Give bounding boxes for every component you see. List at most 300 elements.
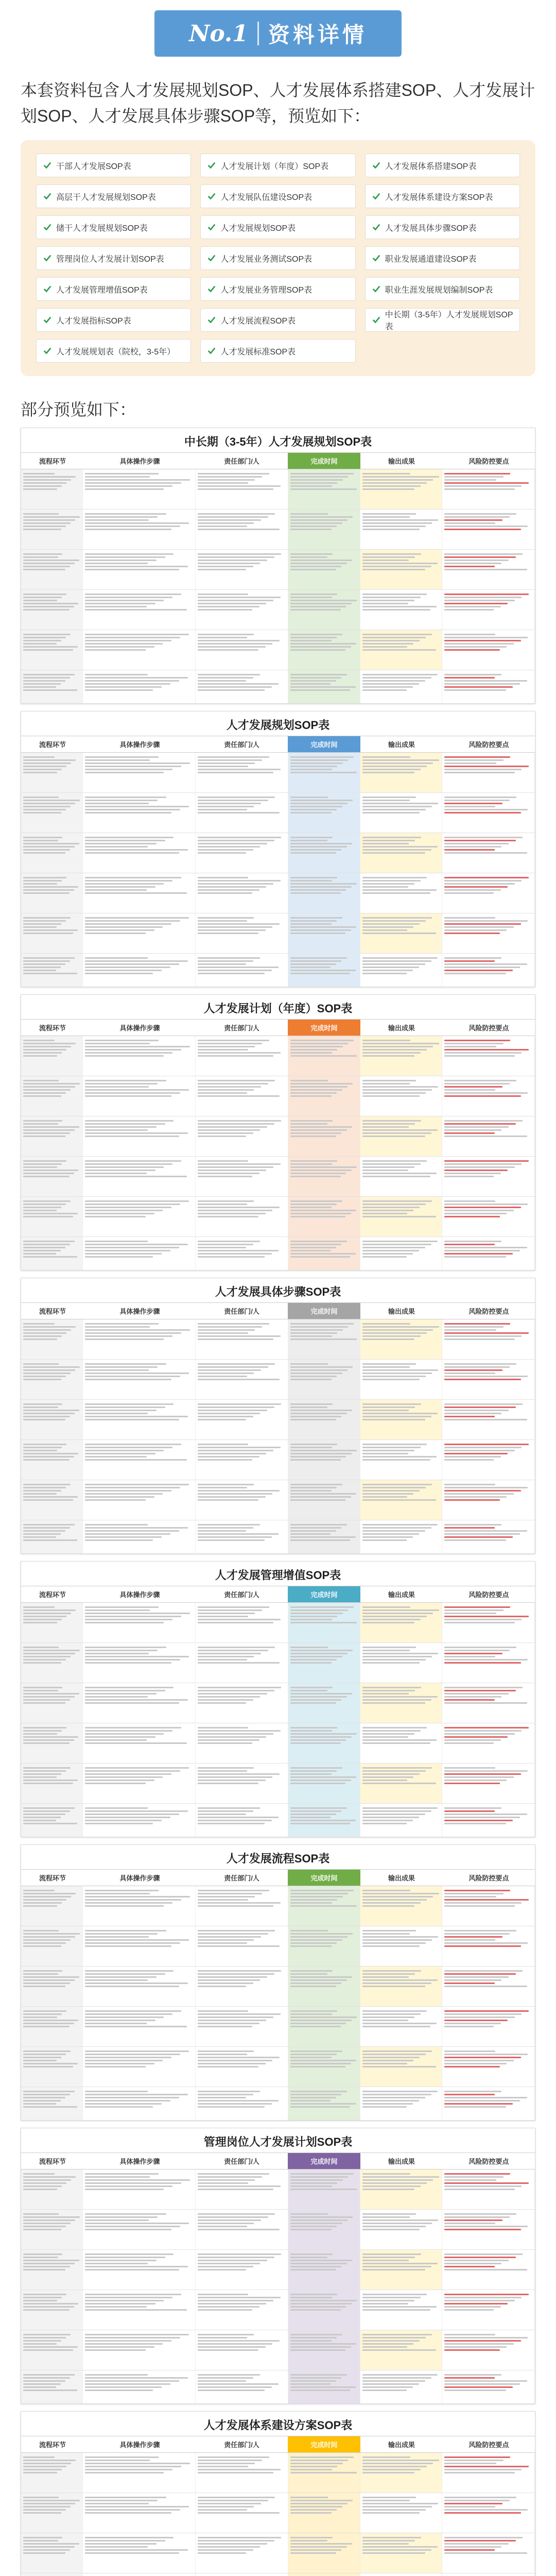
text-placeholder — [23, 553, 62, 555]
text-placeholder — [198, 933, 258, 934]
text-placeholder — [290, 1120, 333, 1122]
text-placeholder — [444, 2100, 520, 2102]
text-placeholder — [198, 1456, 259, 1458]
text-placeholder — [85, 516, 158, 518]
text-placeholder — [362, 597, 421, 598]
table-cell — [442, 1157, 535, 1196]
text-placeholder — [198, 806, 254, 807]
text-placeholder — [23, 2013, 62, 2015]
text-placeholder — [290, 513, 328, 515]
check-icon — [372, 253, 381, 263]
text-placeholder — [198, 1447, 280, 1448]
text-placeholder — [290, 1216, 345, 1217]
text-placeholder — [362, 2016, 414, 2018]
text-placeholder — [362, 1905, 414, 1907]
text-placeholder — [198, 1080, 275, 1081]
text-placeholder — [444, 1136, 527, 1137]
text-placeholder — [444, 2016, 515, 2018]
table-cell — [21, 2250, 83, 2290]
text-placeholder — [362, 1696, 438, 1698]
text-placeholder — [362, 1496, 407, 1498]
preview-table — [21, 1844, 535, 2121]
text-placeholder — [290, 960, 341, 962]
text-placeholder — [290, 2269, 336, 2270]
text-placeholder — [23, 2549, 70, 2551]
text-placeholder — [85, 563, 148, 564]
table-cell — [196, 1967, 288, 2006]
text-placeholder — [198, 1890, 269, 1891]
table-cell — [442, 2370, 535, 2404]
text-placeholder — [290, 1406, 327, 1408]
text-placeholder — [444, 553, 523, 555]
text-placeholder — [23, 849, 70, 851]
table-cell — [196, 2047, 288, 2087]
text-placeholder — [85, 1055, 164, 1057]
text-placeholder — [23, 1939, 71, 1941]
table-cell — [196, 2493, 288, 2533]
text-placeholder — [444, 2472, 515, 2473]
text-placeholder — [23, 529, 61, 530]
text-placeholder — [198, 1410, 267, 1411]
text-placeholder — [290, 649, 345, 651]
text-placeholder — [23, 526, 66, 527]
text-placeholder — [23, 1089, 71, 1091]
text-placeholder — [85, 1200, 189, 1202]
text-placeholder — [290, 796, 328, 798]
text-placeholder — [23, 2176, 76, 2178]
check-icon — [207, 192, 216, 201]
preview-table — [21, 994, 535, 1270]
text-placeholder — [290, 2266, 341, 2267]
text-placeholder — [23, 1945, 61, 1947]
text-placeholder — [362, 1807, 438, 1809]
text-placeholder — [362, 1899, 427, 1901]
text-placeholder — [444, 2057, 520, 2058]
text-placeholder — [23, 1043, 76, 1044]
text-placeholder — [290, 967, 331, 968]
text-placeholder — [444, 2463, 496, 2464]
text-placeholder — [290, 2063, 351, 2064]
table-cell — [83, 1764, 196, 1803]
text-placeholder — [290, 2091, 347, 2092]
table-cell — [442, 550, 535, 589]
text-placeholder — [198, 1332, 248, 1334]
text-placeholder — [23, 957, 75, 959]
text-placeholder — [198, 643, 272, 645]
text-placeholder — [444, 2023, 500, 2024]
text-placeholder — [290, 553, 333, 555]
text-placeholder — [85, 1905, 164, 1907]
text-placeholder — [85, 2023, 147, 2024]
text-placeholder — [444, 2552, 527, 2554]
text-placeholder — [444, 2497, 516, 2498]
text-placeholder — [198, 680, 246, 682]
text-placeholder — [198, 1326, 262, 1328]
text-placeholder — [362, 1126, 409, 1128]
text-placeholder — [198, 2185, 280, 2187]
text-placeholder — [362, 2260, 409, 2261]
text-placeholder — [23, 880, 62, 882]
column-header: 输出成果 — [388, 2441, 415, 2449]
text-placeholder — [23, 917, 71, 919]
text-placeholder — [23, 2054, 66, 2055]
text-placeholder — [198, 889, 259, 891]
text-placeholder — [362, 1693, 409, 1694]
text-placeholder — [444, 2297, 522, 2298]
text-placeholder — [85, 2026, 187, 2027]
text-placeholder — [23, 2300, 57, 2301]
text-placeholder — [444, 1363, 516, 1365]
text-placeholder — [23, 603, 78, 604]
text-placeholder — [23, 479, 71, 481]
text-placeholder — [23, 766, 66, 767]
text-placeholder — [198, 1043, 262, 1044]
column-header: 风险防控要点 — [468, 1024, 509, 1032]
column-header: 完成时间 — [288, 1020, 360, 1036]
text-placeholder — [362, 609, 431, 611]
text-placeholder — [85, 1530, 179, 1532]
text-placeholder — [290, 556, 327, 558]
text-placeholder — [85, 1323, 159, 1325]
text-placeholder — [23, 1659, 66, 1660]
text-placeholder — [85, 1332, 181, 1334]
table-cell — [21, 2330, 83, 2370]
text-placeholder — [198, 929, 265, 931]
text-placeholder — [290, 2189, 357, 2190]
text-placeholder — [23, 1650, 80, 1651]
text-placeholder — [444, 1902, 522, 1904]
table-cell — [288, 1926, 360, 1966]
text-placeholder — [444, 1823, 506, 1824]
table-cell — [360, 2493, 443, 2533]
column-header: 责任部门/人 — [224, 741, 259, 749]
text-placeholder — [198, 1419, 246, 1420]
table-cell — [21, 469, 83, 509]
table-cell — [21, 833, 83, 873]
text-placeholder — [362, 640, 420, 641]
table-cell — [442, 1076, 535, 1116]
text-placeholder — [198, 1123, 274, 1125]
text-placeholder — [362, 1733, 414, 1735]
table-cell — [83, 873, 196, 913]
text-placeholder — [362, 1335, 421, 1337]
table-cell — [288, 1764, 360, 1803]
text-placeholder — [362, 553, 422, 555]
text-placeholder — [444, 1326, 503, 1328]
text-placeholder — [198, 640, 280, 641]
check-icon — [372, 315, 381, 325]
text-placeholder — [23, 1702, 65, 1704]
text-placeholder — [23, 1095, 61, 1097]
text-placeholder — [290, 1040, 354, 1041]
text-placeholder — [290, 1699, 341, 1701]
table-row — [21, 550, 535, 590]
text-placeholder — [85, 973, 153, 974]
table-row — [21, 873, 535, 913]
text-placeholder — [444, 600, 515, 601]
text-placeholder — [198, 800, 268, 801]
text-placeholder — [23, 2229, 61, 2230]
table-cell — [360, 1804, 443, 1837]
text-placeholder — [362, 1890, 410, 1891]
table-cell — [196, 1400, 288, 1439]
text-placeholder — [85, 2179, 190, 2181]
text-placeholder — [23, 1976, 79, 1978]
text-placeholder — [198, 674, 260, 675]
text-placeholder — [362, 877, 427, 878]
text-placeholder — [198, 1702, 246, 1704]
text-placeholder — [290, 1376, 337, 1377]
text-placeholder — [23, 2497, 59, 2498]
text-placeholder — [23, 1930, 59, 1931]
text-placeholder — [290, 1369, 348, 1371]
text-placeholder — [362, 1244, 431, 1245]
text-placeholder — [444, 1447, 522, 1448]
text-placeholder — [23, 1204, 66, 1205]
text-placeholder — [198, 488, 273, 490]
text-placeholder — [362, 1776, 413, 1778]
text-placeholder — [290, 1905, 357, 1907]
text-placeholder — [85, 1814, 179, 1815]
text-placeholder — [23, 1040, 55, 1041]
table-cell — [83, 630, 196, 670]
text-placeholder — [362, 643, 413, 645]
text-placeholder — [85, 963, 179, 965]
text-placeholder — [290, 837, 333, 838]
text-placeholder — [290, 1893, 348, 1894]
text-placeholder — [290, 1080, 328, 1081]
table-cell — [442, 1926, 535, 1966]
text-placeholder — [23, 2213, 59, 2215]
text-placeholder — [362, 809, 426, 810]
table-row — [21, 469, 535, 510]
text-placeholder — [444, 1533, 520, 1535]
text-placeholder — [85, 2309, 187, 2311]
text-placeholder — [85, 1376, 180, 1377]
text-placeholder — [444, 1335, 522, 1337]
text-placeholder — [444, 1338, 515, 1340]
text-placeholder — [444, 2537, 523, 2538]
text-placeholder — [198, 892, 252, 894]
text-placeholder — [290, 2383, 331, 2385]
text-placeholder — [444, 1207, 520, 1208]
text-placeholder — [198, 1329, 255, 1331]
text-placeholder — [23, 1176, 70, 1177]
text-placeholder — [23, 1905, 57, 1907]
text-placeholder — [85, 1484, 189, 1485]
table-cell — [360, 1643, 443, 1683]
text-placeholder — [198, 2386, 271, 2388]
text-placeholder — [198, 1256, 265, 1258]
text-placeholder — [198, 809, 247, 810]
text-placeholder — [362, 1933, 410, 1935]
text-placeholder — [362, 849, 431, 851]
text-placeholder — [444, 683, 520, 685]
text-placeholder — [362, 2506, 432, 2507]
text-placeholder — [198, 637, 247, 638]
text-placeholder — [362, 2266, 431, 2267]
text-placeholder — [362, 1216, 436, 1217]
text-placeholder — [198, 569, 246, 570]
text-placeholder — [290, 643, 356, 645]
text-placeholder — [362, 677, 431, 679]
text-placeholder — [290, 674, 347, 675]
text-placeholder — [198, 1089, 254, 1091]
text-placeholder — [290, 1533, 331, 1535]
table-cell — [21, 2573, 83, 2576]
preview-title: 人才发展管理增值SOP表 — [215, 1569, 341, 1582]
text-placeholder — [85, 2176, 150, 2178]
column-header: 输出成果 — [388, 2158, 415, 2165]
text-placeholder — [23, 556, 58, 558]
table-cell — [21, 2370, 83, 2404]
text-placeholder — [444, 1403, 523, 1405]
text-placeholder — [362, 2057, 420, 2058]
table-cell — [21, 1926, 83, 1966]
column-header: 责任部门/人 — [224, 2158, 259, 2165]
text-placeholder — [198, 2303, 266, 2304]
text-placeholder — [85, 1163, 173, 1165]
text-placeholder — [444, 843, 509, 844]
text-placeholder — [290, 1767, 342, 1769]
text-placeholder — [362, 1049, 427, 1050]
table-cell — [442, 1036, 535, 1076]
text-placeholder — [85, 522, 189, 524]
text-placeholder — [85, 2213, 166, 2215]
text-placeholder — [23, 2537, 62, 2538]
text-placeholder — [444, 1166, 515, 1168]
table-cell — [21, 1197, 83, 1236]
text-placeholder — [362, 772, 414, 773]
text-placeholder — [23, 2097, 65, 2098]
text-placeholder — [444, 560, 509, 561]
text-placeholder — [23, 1773, 61, 1775]
text-placeholder — [362, 1936, 439, 1938]
text-placeholder — [85, 2549, 188, 2551]
text-placeholder — [290, 957, 347, 959]
text-placeholder — [444, 1979, 501, 1981]
text-placeholder — [198, 766, 248, 767]
text-placeholder — [362, 762, 433, 764]
text-placeholder — [362, 2189, 414, 2190]
text-placeholder — [290, 1619, 332, 1620]
table-cell — [83, 954, 196, 987]
table-cell — [83, 1360, 196, 1399]
text-placeholder — [290, 2303, 352, 2304]
text-placeholder — [85, 1770, 180, 1772]
text-placeholder — [444, 2374, 501, 2376]
text-placeholder — [290, 2216, 353, 2218]
text-placeholder — [85, 2010, 181, 2012]
text-placeholder — [290, 1126, 352, 1128]
text-placeholder — [290, 806, 342, 807]
text-placeholder — [85, 1533, 170, 1535]
table-cell — [196, 833, 288, 873]
text-placeholder — [290, 1656, 342, 1657]
text-placeholder — [290, 970, 356, 971]
table-cell — [288, 2453, 360, 2493]
table-cell — [83, 2290, 196, 2330]
table-row — [21, 1360, 535, 1400]
text-placeholder — [362, 1204, 426, 1205]
text-placeholder — [198, 1767, 254, 1769]
table-cell — [288, 1804, 360, 1837]
text-placeholder — [85, 1773, 171, 1775]
table-cell — [288, 1157, 360, 1196]
text-placeholder — [444, 485, 522, 487]
table-row — [21, 2047, 535, 2087]
text-placeholder — [444, 1936, 502, 1938]
text-placeholder — [23, 2460, 76, 2461]
text-placeholder — [290, 2472, 357, 2473]
text-placeholder — [290, 2185, 332, 2187]
text-placeholder — [444, 2466, 529, 2467]
text-placeholder — [85, 2253, 174, 2255]
text-placeholder — [198, 877, 248, 878]
text-placeholder — [444, 2503, 502, 2504]
text-placeholder — [23, 1210, 57, 1211]
table-cell — [288, 2007, 360, 2046]
text-placeholder — [362, 1173, 437, 1174]
table-cell — [196, 1480, 288, 1520]
text-placeholder — [198, 2306, 259, 2308]
table-cell — [288, 1237, 360, 1270]
text-placeholder — [290, 883, 357, 885]
text-placeholder — [85, 923, 171, 925]
text-placeholder — [362, 1456, 437, 1458]
text-placeholder — [444, 923, 520, 925]
text-placeholder — [23, 809, 66, 810]
text-placeholder — [85, 1807, 148, 1809]
text-placeholder — [362, 2340, 420, 2342]
text-placeholder — [290, 526, 337, 527]
text-placeholder — [444, 1770, 528, 1772]
text-placeholder — [362, 1687, 422, 1688]
column-header: 风险防控要点 — [468, 2441, 509, 2449]
table-cell — [21, 630, 83, 670]
text-placeholder — [362, 1736, 408, 1738]
text-placeholder — [198, 2257, 274, 2258]
table-cell — [196, 2370, 288, 2404]
table-cell — [83, 469, 196, 509]
text-placeholder — [362, 526, 426, 527]
text-placeholder — [23, 1250, 61, 1251]
text-placeholder — [198, 1487, 247, 1488]
text-placeholder — [362, 2300, 414, 2301]
text-placeholder — [362, 1163, 421, 1165]
text-placeholder — [362, 2497, 416, 2498]
text-placeholder — [198, 1166, 273, 1168]
table-cell — [21, 913, 83, 953]
text-placeholder — [444, 1970, 523, 1972]
text-placeholder — [444, 920, 528, 922]
text-placeholder — [23, 1329, 71, 1331]
text-placeholder — [23, 1241, 75, 1242]
text-placeholder — [198, 1092, 247, 1094]
table-cell — [442, 1683, 535, 1723]
text-placeholder — [444, 2380, 527, 2382]
text-placeholder — [23, 759, 76, 761]
text-placeholder — [85, 1742, 187, 1744]
column-header: 流程环节 — [39, 741, 66, 749]
text-placeholder — [23, 1736, 78, 1738]
text-placeholder — [444, 1210, 514, 1211]
text-placeholder — [198, 1982, 253, 1984]
text-placeholder — [444, 1132, 494, 1134]
text-placeholder — [198, 926, 272, 928]
text-placeholder — [362, 883, 414, 885]
text-placeholder — [23, 1696, 75, 1698]
